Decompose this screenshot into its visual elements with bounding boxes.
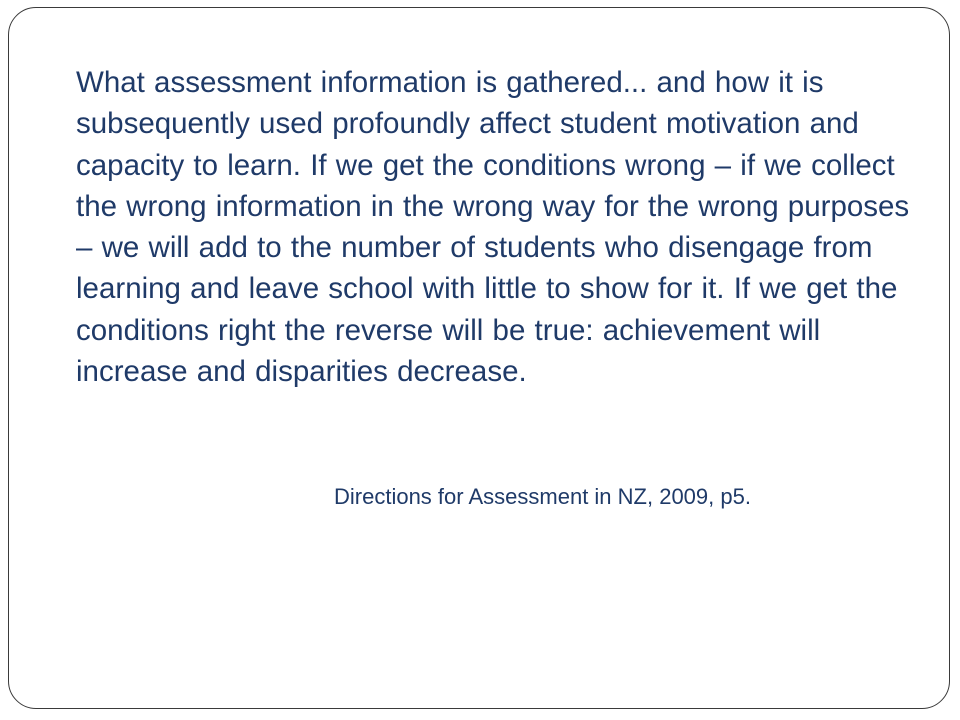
quote-text: What assessment information is gathered... and how it is subsequently used profoundly affect student motivation and capacity to learn. If we get the conditions wrong – if we collect the wrong information in the wrong way for the wrong purposes – we will add to the number of students who disengage from learning and leave school with little to show for it. If we get the conditions right the reverse will be true: achievement will increase and disparities decrease. [76,66,910,389]
citation-text: Directions for Assessment in NZ, 2009, p5. [334,484,751,509]
